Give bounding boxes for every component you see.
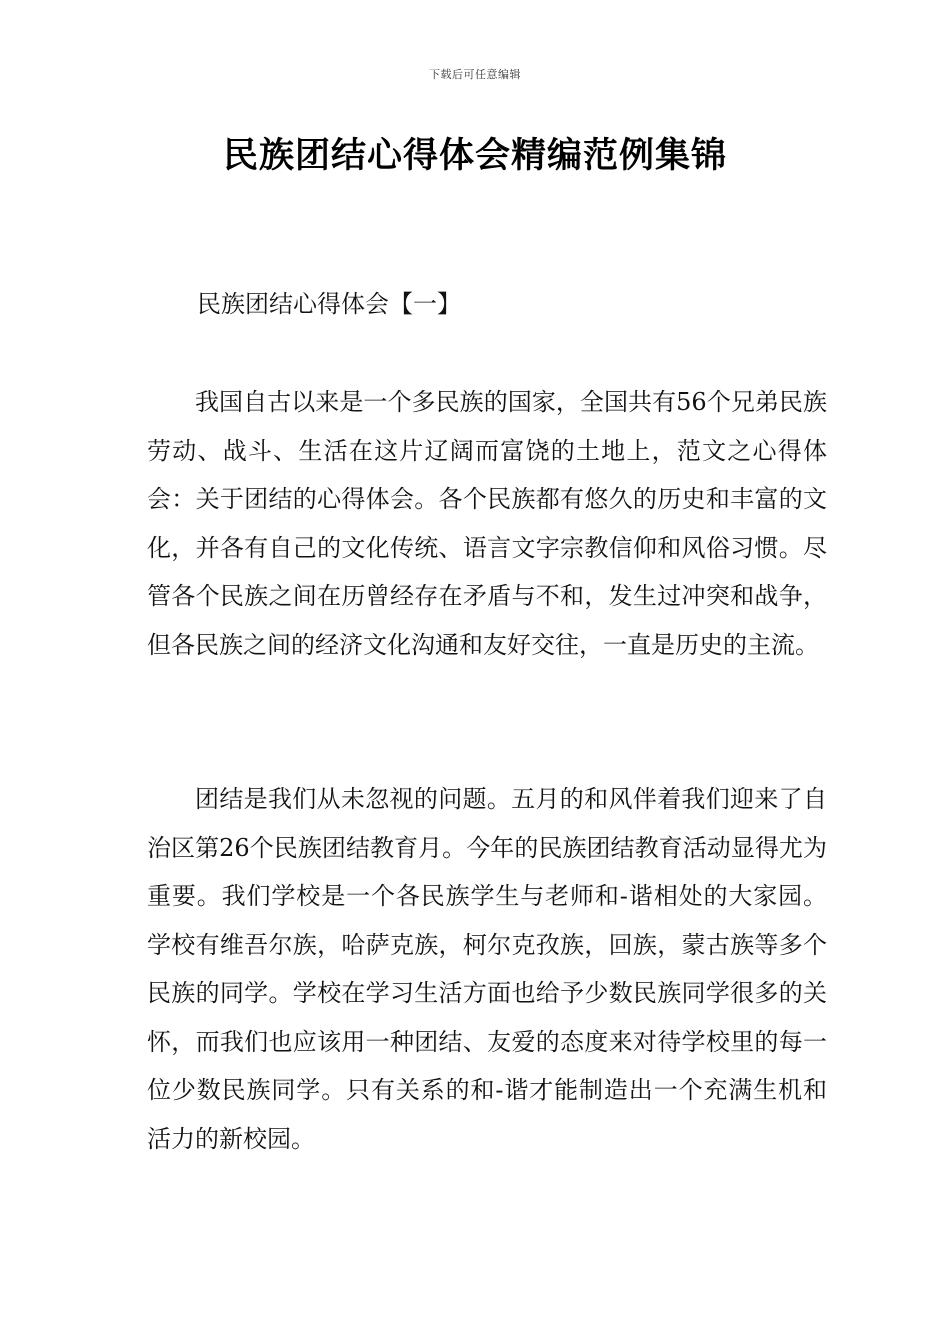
header-note: 下载后可任意编辑: [429, 68, 521, 81]
document-title: 民族团结心得体会精编范例集锦: [222, 136, 727, 176]
body-paragraph: 我国自古以来是一个多民族的国家，全国共有56个兄弟民族劳动、战斗、生活在这片辽阔而富饶的土地上，范文之心得体会：关于团结的心得体会。各个民族都有悠久的历史和丰富的文化，并各有自己的文化传统、语言文字宗教信仰和风俗习惯。尽管各个民族之间在历曾经存在矛盾与不和，发生过冲突和战争，但各民族之间的经济文化沟通和友好交往，一直是历史的主流。: [147, 388, 827, 659]
body-paragraph: 团结是我们从未忽视的问题。五月的和风伴着我们迎来了自治区第26个民族团结教育月。今年的民族团结教育活动显得尤为重要。我们学校是一个各民族学生与老师和-谐相处的大家园。学校有维吾尔族，哈萨克族，柯尔克孜族，回族，蒙古族等多个民族的同学。学校在学习生活方面也给予少数民族同学很多的关怀，而我们也应该用一种团结、友爱的态度来对待学校里的每一位少数民族同学。只有关系的和-谐才能制造出一个充满生机和活力的新校园。: [147, 785, 827, 1153]
section-heading: 民族团结心得体会【一】: [197, 290, 461, 318]
